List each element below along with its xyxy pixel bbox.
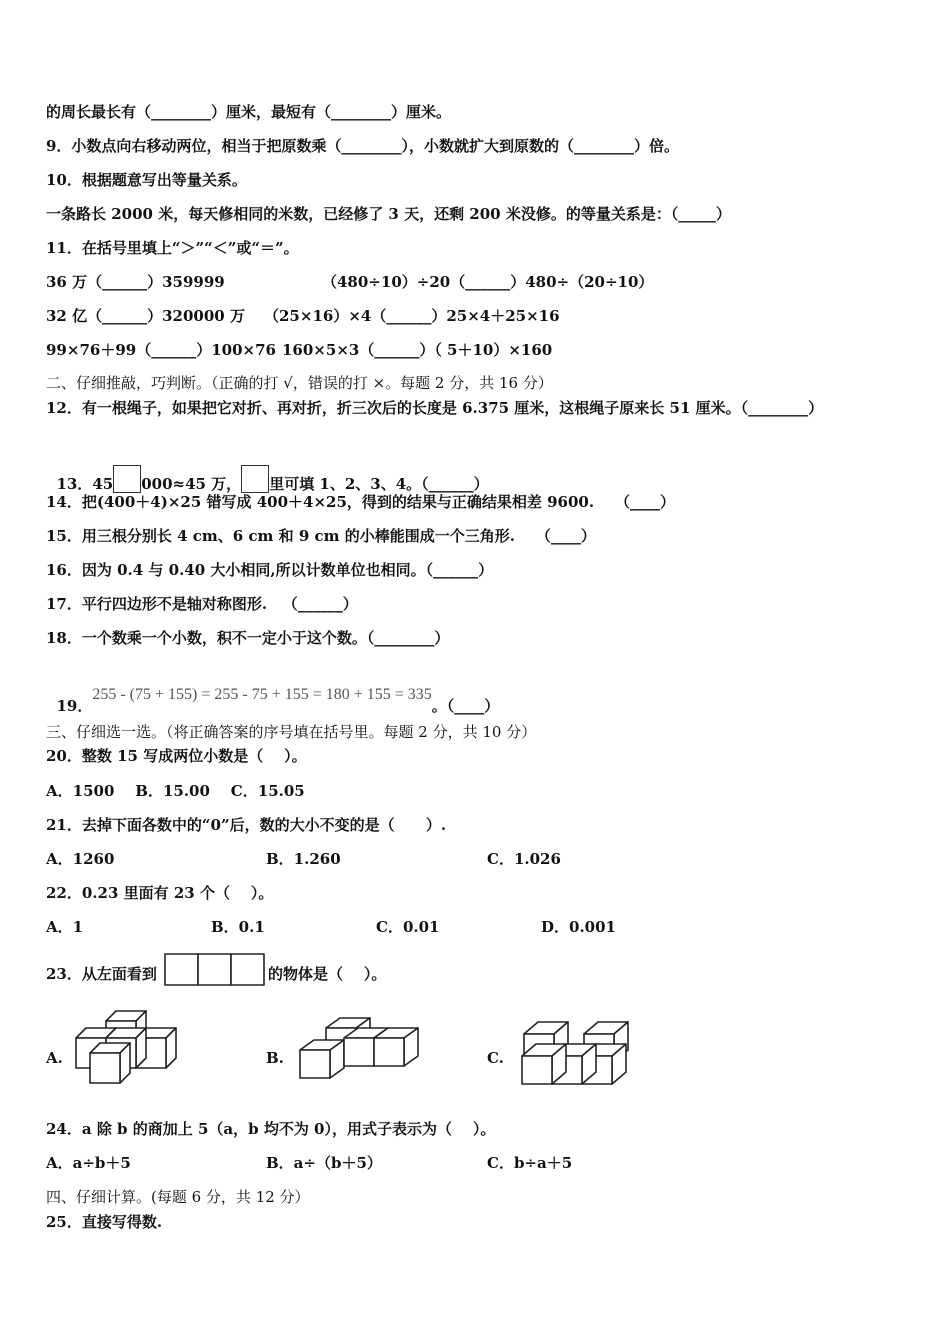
q22-option-a: A．1 <box>46 918 84 936</box>
left-view-figure <box>164 953 266 987</box>
q11-row2-left: 32 亿（______）320000 万 <box>46 307 245 325</box>
q11-row3-right: 160×5×3（______）（ 5＋10）×160 <box>282 341 553 359</box>
q21-option-a: A．1260 <box>46 850 115 868</box>
q20-options: A．1500 B．15.00 C．15.05 <box>46 782 305 800</box>
q23-option-b-label: B. <box>266 1049 284 1067</box>
q21-option-c: C．1.026 <box>487 850 561 868</box>
cube-figure-c <box>518 1020 633 1088</box>
q19-number: 19． <box>56 697 93 715</box>
q11-row3-left: 99×76＋99（______）100×76 <box>46 341 276 359</box>
q13-blank-box-2 <box>241 465 269 493</box>
question-11-title: 11．在括号里填上“＞”“＜”或“＝”。 <box>46 239 299 257</box>
q22-option-d: D．0.001 <box>541 918 616 936</box>
question-17: 17．平行四边形不是轴对称图形. （______） <box>46 595 358 613</box>
question-16: 16．因为 0.4 与 0.40 大小相同,所以计数单位也相同。（______） <box>46 561 494 579</box>
q19-formula: 255 - (75 + 155) = 255 - 75 + 155 = 180 + 155 = 335 <box>92 686 432 703</box>
section-2-heading: 二、仔细推敲，巧判断。（正确的打 √，错误的打 ×。每题 2 分，共 16 分） <box>46 374 553 392</box>
cube-figure-b <box>296 1014 421 1084</box>
section-4-heading: 四、仔细计算。(每题 6 分，共 12 分） <box>46 1188 310 1206</box>
question-10-body: 一条路长 2000 米，每天修相同的米数，已经修了 3 天，还剩 200 米没修。的等量关系是：（_____） <box>46 205 731 223</box>
question-12: 12．有一根绳子，如果把它对折、再对折，折三次后的长度是 6.375 厘米，这根绳子原来长 51 厘米。（________） <box>46 399 824 417</box>
question-9: 9．小数点向右移动两位，相当于把原数乘（________），小数就扩大到原数的（________）倍。 <box>46 137 679 155</box>
question-18: 18．一个数乘一个小数，积不一定小于这个数。（________） <box>46 629 450 647</box>
question-25: 25．直接写得数. <box>46 1213 163 1231</box>
q23-option-a-label: A. <box>46 1049 63 1067</box>
question-19 <box>46 664 500 715</box>
q13-part-c: 里可填 1、2、3、4。（______） <box>269 475 489 493</box>
q11-row1-right: （480÷10）÷20（______）480÷（20÷10） <box>322 273 654 291</box>
q19-tail: 。（____） <box>431 697 500 715</box>
cube-figure-a <box>70 1008 180 1086</box>
question-15: 15．用三根分别长 4 cm、6 cm 和 9 cm 的小棒能围成一个三角形. （____） <box>46 527 596 545</box>
q13-part-a: 13．45 <box>56 475 114 493</box>
q11-row1-left: 36 万（______）359999 <box>46 273 225 291</box>
q22-option-b: B．0.1 <box>211 918 265 936</box>
q23-text-a: 23．从左面看到 <box>46 965 157 983</box>
section-3-heading: 三、仔细选一选。（将正确答案的序号填在括号里。每题 2 分，共 10 分） <box>46 723 537 741</box>
q23-option-c-label: C. <box>487 1049 504 1067</box>
q22-option-c: C．0.01 <box>376 918 440 936</box>
q8-continuation: 的周长最长有（________）厘米，最短有（________）厘米。 <box>46 103 452 121</box>
q13-blank-box <box>113 465 141 493</box>
q23-text-b: 的物体是（ ）。 <box>268 965 387 983</box>
question-21: 21．去掉下面各数中的“0”后，数的大小不变的是（ ）. <box>46 816 447 834</box>
q13-part-b: 000≈45 万， <box>141 475 242 493</box>
q21-option-b: B．1.260 <box>266 850 341 868</box>
question-20: 20．整数 15 写成两位小数是（ ）。 <box>46 747 307 765</box>
question-13 <box>46 445 489 494</box>
question-10-title: 10．根据题意写出等量关系。 <box>46 171 247 189</box>
question-24: 24．a 除 b 的商加上 5（a，b 均不为 0），用式子表示为（ ）。 <box>46 1120 496 1138</box>
question-22: 22．0.23 里面有 23 个（ ）。 <box>46 884 274 902</box>
q11-row2-right: （25×16）×4（______）25×4＋25×16 <box>264 307 560 325</box>
q24-option-c: C．b÷a＋5 <box>487 1154 573 1172</box>
q24-option-a: A．a÷b＋5 <box>46 1154 131 1172</box>
q24-option-b: B．a÷（b＋5） <box>266 1154 382 1172</box>
question-14: 14．把(400＋4)×25 错写成 400＋4×25，得到的结果与正确结果相差 9600. （____） <box>46 493 675 511</box>
